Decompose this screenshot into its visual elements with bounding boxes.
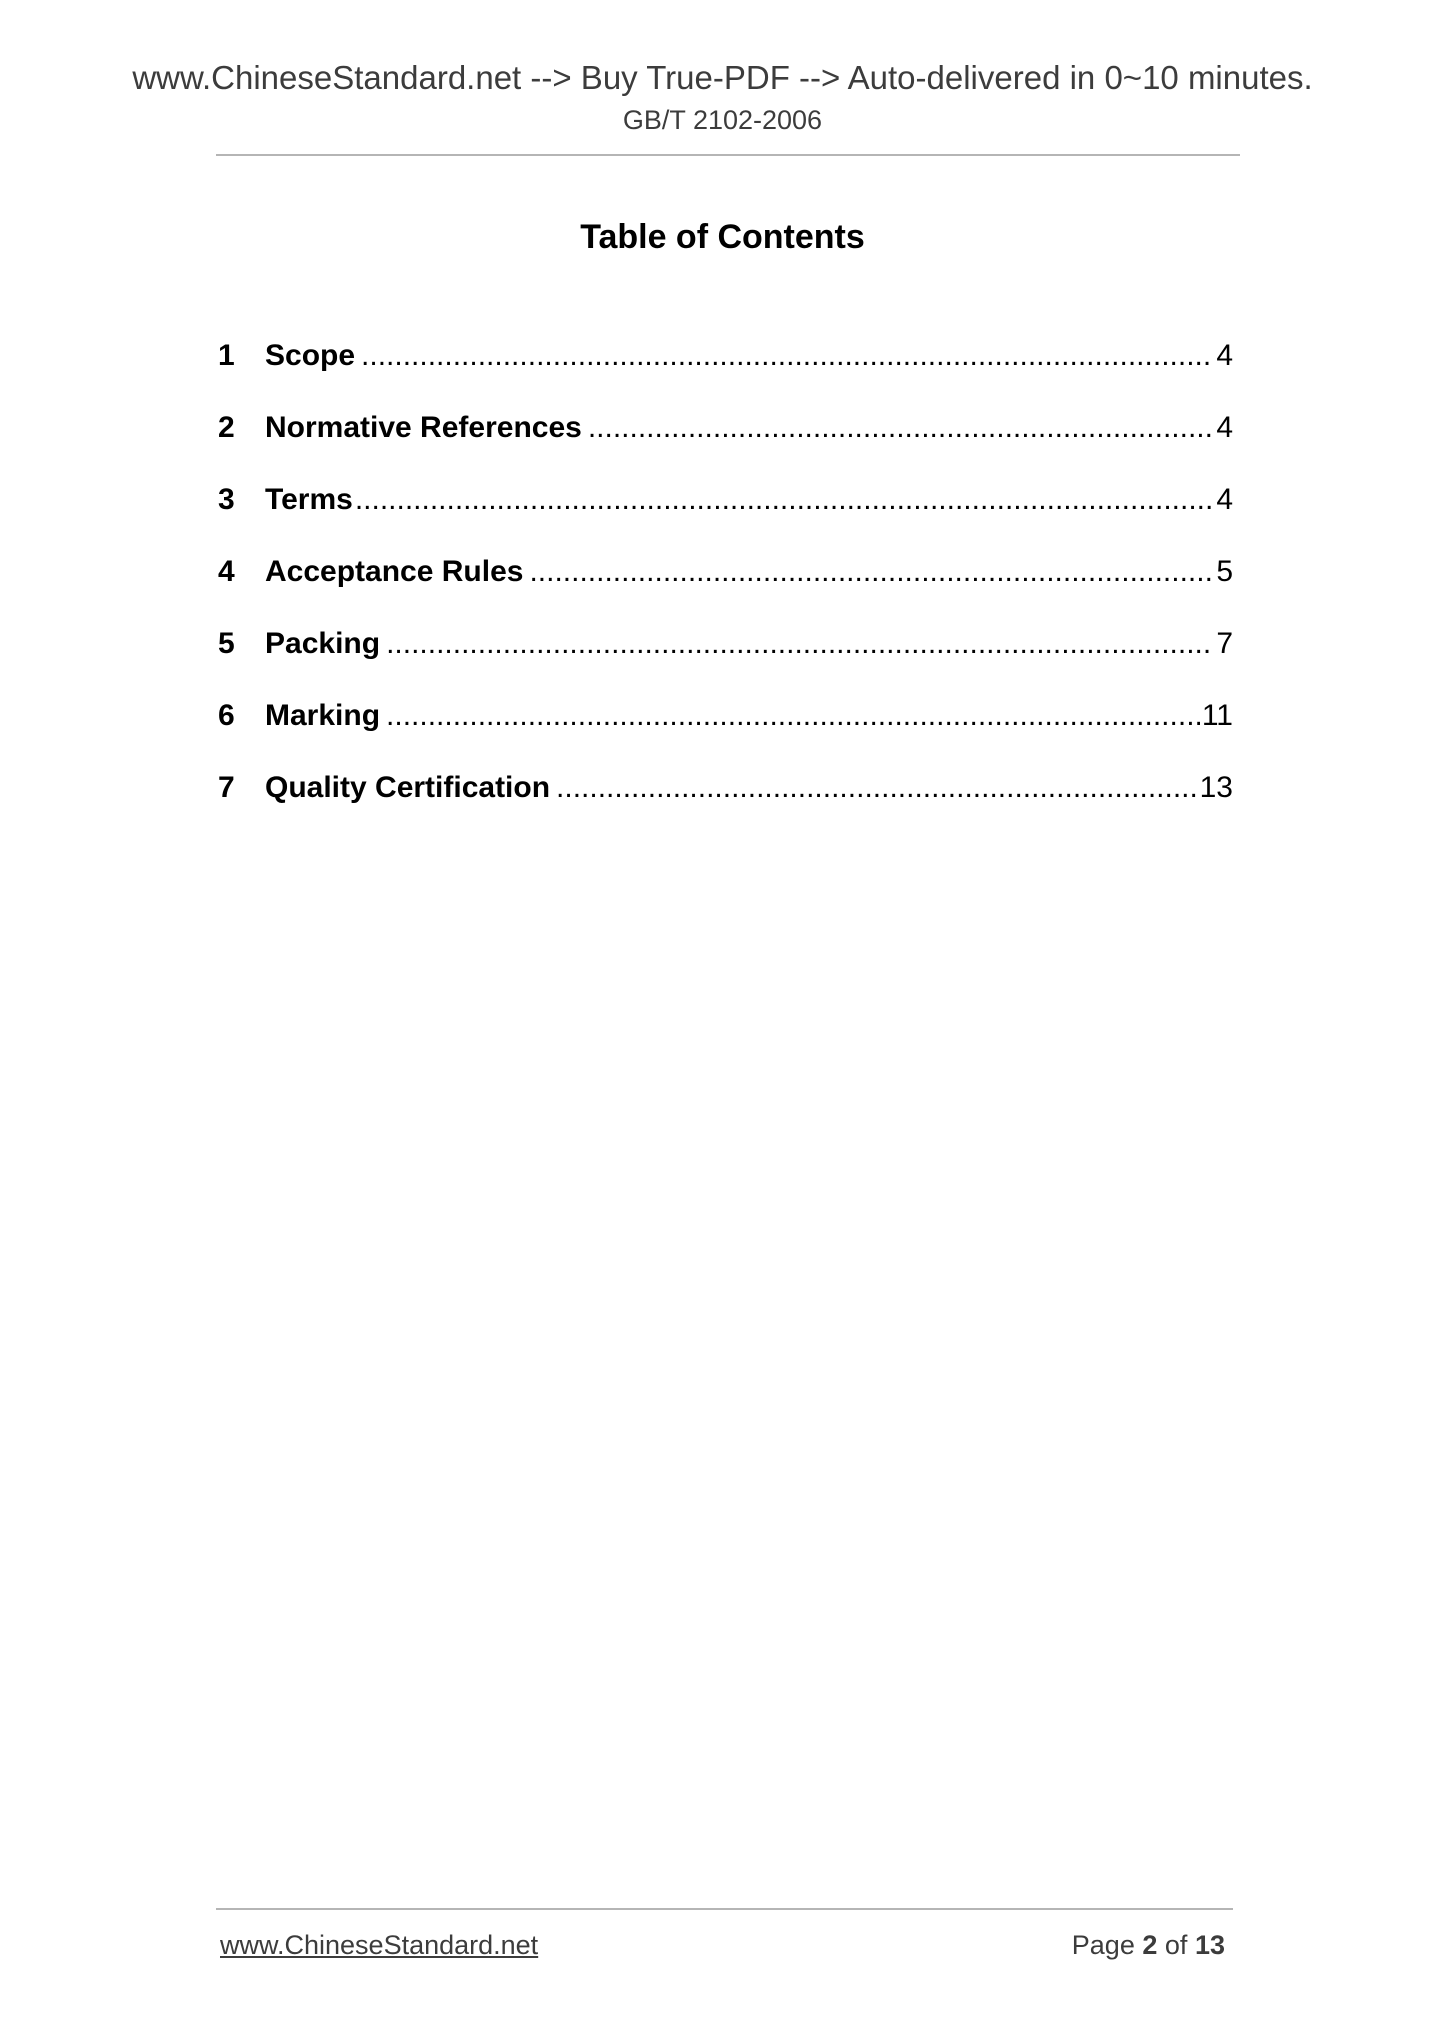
toc-entry-label: Terms — [265, 483, 353, 516]
toc-entry-label: Quality Certification — [265, 771, 551, 804]
toc-dot-leader — [588, 408, 1214, 448]
toc-entry-packing[interactable] — [218, 624, 1233, 696]
page-prefix: Page — [1071, 1930, 1135, 1960]
toc-dot-leader — [529, 552, 1214, 592]
toc-dot-leader — [355, 480, 1214, 520]
toc-entry-page: 11 — [1201, 699, 1233, 732]
toc-entry-label: Normative References — [265, 411, 582, 444]
toc-entry-page: 13 — [1199, 771, 1233, 804]
toc-list — [218, 336, 1233, 840]
toc-title: Table of Contents — [580, 218, 865, 256]
toc-entry-number: 7 — [218, 771, 235, 804]
toc-entry-label: Scope — [265, 339, 356, 372]
page-of: of — [1164, 1930, 1188, 1960]
header-banner: www.ChineseStandard.net --> Buy True-PDF --> Auto-delivered in 0~10 minutes. — [132, 59, 1313, 96]
toc-entry-normative-references[interactable] — [218, 408, 1233, 480]
toc-entry-number: 4 — [218, 555, 235, 588]
toc-entry-quality-certification[interactable] — [218, 768, 1233, 840]
toc-entry-number: 2 — [218, 411, 235, 444]
toc-entry-label: Marking — [265, 699, 381, 732]
toc-entry-label: Packing — [265, 627, 381, 660]
toc-entry-number: 5 — [218, 627, 235, 660]
toc-entry-acceptance-rules[interactable] — [218, 552, 1233, 624]
toc-entry-number: 6 — [218, 699, 235, 732]
page-indicator — [1072, 1928, 1225, 1962]
toc-entry-page: 4 — [1216, 483, 1233, 516]
page-current: 2 — [1142, 1930, 1158, 1960]
footer-site-link[interactable]: www.ChineseStandard.net — [220, 1930, 539, 1960]
standard-code: GB/T 2102-2006 — [622, 105, 823, 135]
toc-dot-leader — [386, 624, 1214, 664]
toc-entry-page: 4 — [1216, 339, 1233, 372]
toc-entry-page: 5 — [1216, 555, 1233, 588]
toc-entry-number: 3 — [218, 483, 235, 516]
toc-entry-label: Acceptance Rules — [265, 555, 524, 588]
toc-entry-terms[interactable] — [218, 480, 1233, 552]
toc-dot-leader — [556, 768, 1198, 808]
toc-entry-page: 4 — [1216, 411, 1233, 444]
toc-entry-page: 7 — [1216, 627, 1233, 660]
toc-entry-number: 1 — [218, 339, 235, 372]
toc-entry-marking[interactable] — [218, 696, 1233, 768]
toc-entry-scope[interactable] — [218, 336, 1233, 408]
footer-divider — [216, 1908, 1233, 1910]
toc-dot-leader — [361, 336, 1214, 376]
page-total: 13 — [1194, 1930, 1225, 1960]
header-divider — [216, 154, 1240, 156]
toc-dot-leader — [386, 696, 1200, 736]
